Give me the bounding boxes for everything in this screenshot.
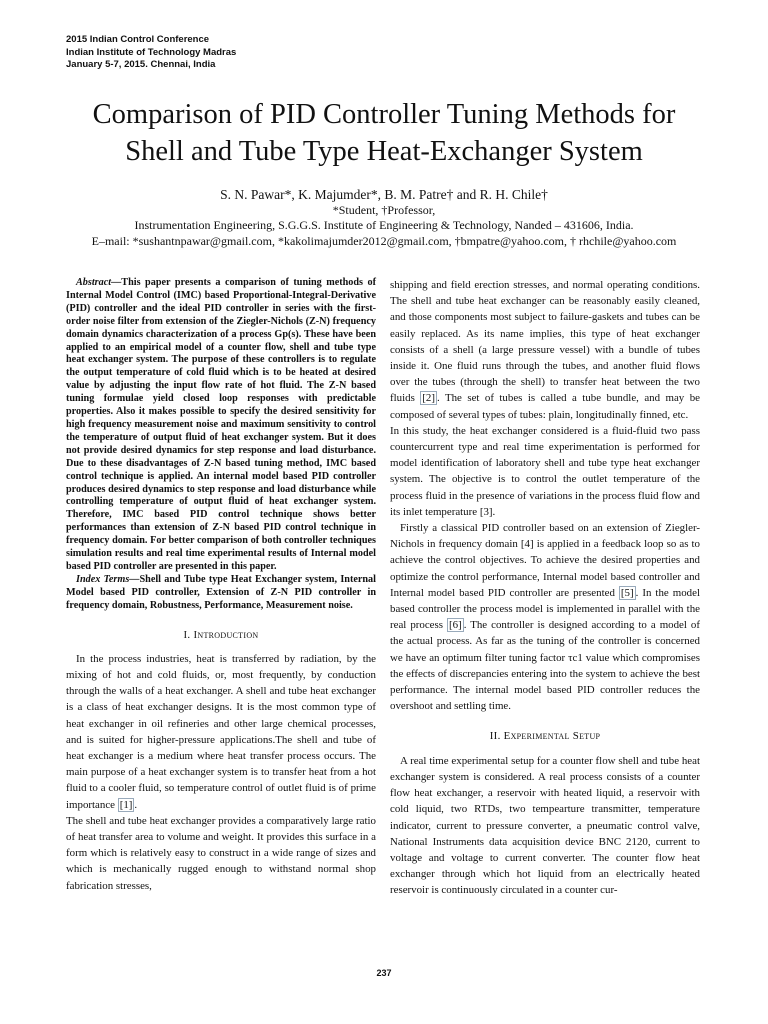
author-block xyxy=(20,186,748,249)
index-terms-label: Index Terms— xyxy=(76,573,140,585)
author-roles: *Student, †Professor, xyxy=(332,203,436,217)
title-line-2: Shell and Tube Type Heat-Exchanger System xyxy=(125,136,643,167)
citation-link[interactable]: [6] xyxy=(448,619,462,632)
body-paragraph-2: In this study, the heat exchanger considered is a fluid-fluid two pass countercurrent type and real time experimentation is performed for model identification of laboratory shell and tube type heat exchanger system. The objective is to control the outlet temperature of the process fluid in the presence of variations in the process fluid flow and its inlet temperature [3]. xyxy=(390,424,700,518)
body-text: shipping and field erection stresses, and normal operating conditions. The shell and tube heat exchanger can be reasonably easily cleaned, and those components most subject to failure-gaskets and tubes can be easily replaced. As its name implies, this type of heat exchanger consists of a shell (a large pressure vessel) with a bundle of tubes inside it. One fluid runs through the tubes, and another fluid flows over the tubes (through the shell) to transfer heat between the two fluids xyxy=(390,279,700,405)
right-column xyxy=(390,277,700,899)
paper-title xyxy=(20,96,748,170)
intro-paragraph-2: The shell and tube heat exchanger provides a comparatively large ratio of heat transfer area to volume and weight. It provides this surface in a form which is relatively easy to construct in a wide range of sizes and which is mechanically rugged enough to withstand normal shop fabrication stresses, xyxy=(66,814,376,892)
conference-venue: Indian Institute of Technology Madras xyxy=(66,46,237,58)
citation-link[interactable]: [2] xyxy=(422,392,435,405)
abstract xyxy=(66,277,376,574)
intro-text-end: . xyxy=(134,798,138,811)
body-text: Firstly a classical PID controller based on an extension of Ziegler-Nichols in frequency domain [4] is applied in a feedback loop so as to achieve the control objectives. To achieve the desired properties and optimize the control performance, Internal model based controller and Internal model based PID controller are presented xyxy=(390,522,700,599)
abstract-text: This paper presents a comparison of tuning methods of Internal Model Control (IMC) based Proportional-Integral-Derivative (PID) controller and the ideal PID controller in series with the first-order noise filter from extension of the Ziegler-Nichols (Z-N) frequency domain dynamics characterization of a process Gp(s). These have been applied to an empirical model of a counter flow, shell and tube type heat exchanger system. The purpose of these controllers is to regulate the output temperature of cold fluid which is to be heated at desired value by adjusting the input flow rate of hot fluid. The Z-N based tuning formulae yield closed loop responses with predictable properties. Also it makes possible to specify the desired sensitivity for high frequency measurement noise and maximum sensitivity to control the temperature of output fluid of heat exchanger system. But it does not provide desired dynamics for step response and load disturbance. Due to these disadvantages of Z-N based tuning method, IMC based control technique is applied. An internal model based PID controller produces desired dynamics to step response and load disturbance while controlling temperature of output fluid of heat exchanger system. Therefore, IMC based PID control technique shows better performances than extension of Z-N based PID control technique in frequency domain. For better comparison of both controller techniques simulation results and real time experimental results of Internal model based PID controller are presented in this paper. xyxy=(66,277,376,572)
body-text: . The set of tubes is called a tube bundle, and may be composed of several types of tubes: plain, longitudinally finned, etc. xyxy=(390,392,700,421)
intro-paragraph-1 xyxy=(66,651,376,813)
setup-paragraph: A real time experimental setup for a counter flow shell and tube heat exchanger system is considered. A real process consists of a counter flow heat exchanger, a reservoir with heated liquid, a reservoir with cold liquid, two RTDs, two tempearture transmitter, temperature indicator, current to pressure converter, a pneumatic control valve, National Instruments data acquisition device BNC 2120, current to voltage and voltage to current converter. The counter flow heat exchanger through which hot liquid from an electrically heated reservoir is continuously circulated in a counter cur- xyxy=(390,754,700,897)
author-names: S. N. Pawar*, K. Majumder*, B. M. Patre† and R. H. Chile† xyxy=(220,187,548,202)
body-text: . The controller is designed according to a model of the actual process. As far as the tuning of the controller is concerned we have an optimum filter tuning factor τc1 value which compromises the effects of discrepancies entering into the system to achieve the best performance. The internal model based PID controller reduces the overshoot and settling time. xyxy=(390,619,700,713)
body-paragraph-1 xyxy=(390,277,700,423)
conference-info xyxy=(66,34,236,72)
abstract-label: Abstract— xyxy=(76,277,122,288)
author-affiliation: Instrumentation Engineering, S.G.G.S. Institute of Engineering & Technology, Nanded – 431606, India. xyxy=(134,218,634,232)
body-paragraph-3 xyxy=(390,520,700,714)
section-heading-introduction: I. Introduction xyxy=(183,628,259,641)
conference-date: January 5-7, 2015. Chennai, India xyxy=(66,59,216,70)
citation-link[interactable]: [5] xyxy=(620,586,634,599)
citation-link[interactable]: [1] xyxy=(119,798,133,811)
conference-name: 2015 Indian Control Conference xyxy=(66,34,210,45)
intro-text: In the process industries, heat is transferred by radiation, by the mixing of hot and cold fluids, or, most frequently, by conduction through the walls of a heat exchanger. A shell and tube heat exchanger is a class of heat exchanger designs. It is the most common type of heat exchanger in oil refineries and other large chemical processes, and is suited for higher-pressure applications.The shell and tube of heat exchanger is a medium where heat transfer process occurs. The main purpose of a heat exchanger system is to transfer heat from a hot fluid to a cooler fluid, so temperature control of outlet fluid is of prime importance xyxy=(66,652,376,811)
page-number: 237 xyxy=(376,968,392,978)
title-line-1: Comparison of PID Controller Tuning Methods for xyxy=(92,99,676,130)
body-text: . In the model based controller the process model is implemented in parallel with the real process xyxy=(390,586,700,632)
author-emails: E–mail: *sushantnpawar@gmail.com, *kakolimajumder2012@gmail.com, †bmpatre@yahoo.com, † rhchile@yahoo.com xyxy=(91,234,677,248)
index-terms-text: Shell and Tube type Heat Exchanger system, Internal Model based PID controller, Extension of Z-N PID controller in frequency domain, Robustness, Performance, Measurement noise. xyxy=(66,573,376,611)
section-heading-experimental-setup: II. Experimental Setup xyxy=(489,730,601,743)
left-column xyxy=(66,277,376,894)
index-terms xyxy=(66,574,376,613)
